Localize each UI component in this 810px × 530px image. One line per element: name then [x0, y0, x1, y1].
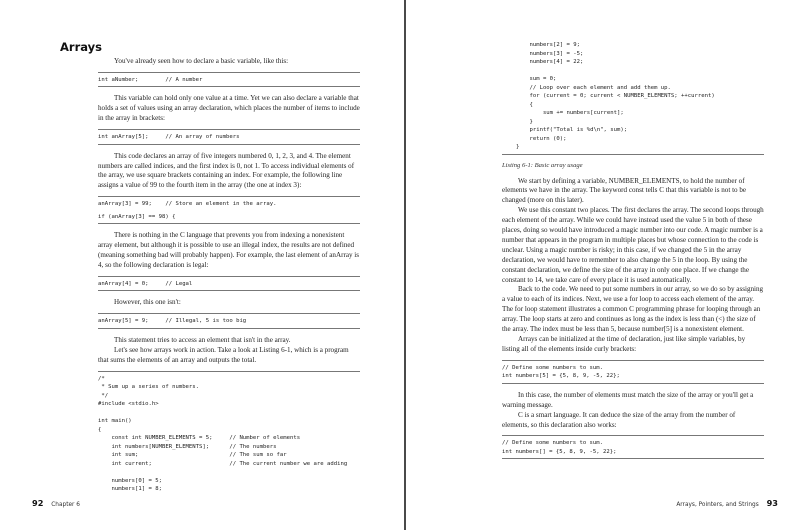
- however-paragraph: However, this one isn't:: [114, 298, 181, 307]
- constant-paragraph: We start by defining a variable, NUMBER_ELEMENTS, to hold the number of elements we have in the array. The keyword const tells C that this variable is not to be changed (more on this later).: [502, 176, 747, 205]
- part-title: Arrays, Pointers, and Strings: [676, 502, 759, 508]
- page-number-93: 93: [766, 498, 778, 508]
- code-initialize-array: // Define some numbers to sum. int numbers[5] = {5, 8, 9, -5, 22};: [502, 360, 764, 384]
- intro-paragraph: You've already seen how to declare a basic variable, like this:: [114, 57, 289, 65]
- left-footer: [32, 498, 80, 508]
- statement-paragraph: This statement tries to access an element that isn't in the array.: [114, 335, 291, 344]
- left-page-body: [98, 57, 360, 503]
- listing-caption: Listing 6-1: Basic array usage: [502, 161, 583, 169]
- section-heading: Arrays: [60, 40, 102, 54]
- illegal-index-paragraph: There is nothing in the C language that prevents you from indexing a nonexistent array element, but although it is possible to use an illegal index, the results are not defined (meaning something bad will probably happen). For example, the last element of anArray is 4, so the following declaration is legal:: [98, 231, 360, 269]
- right-page: [406, 0, 810, 530]
- right-footer: [676, 498, 778, 508]
- page-number-92: 92: [32, 498, 44, 508]
- magic-number-paragraph: We use this constant two places. The first declares the array. The second loops through each element of the array. While we could have instead used the value 5 in both of these places, doing so would have introduced a magic number into our code. A magic number is a number that appears in the program in multiple places but whose connection to the code is unclear. Using a magic number is risky; in this case, if we changed the 5 in the array declaration, we would have to remember to also change the 5 in the loop. By using the constant declaration, we define the size of the array in only one place. If we change the constant to 14, we take care of every place it is used automatically.: [502, 206, 764, 284]
- listing-6-1-code: /* * Sum up a series of numbers. */ #include <stdio.h> int main() { const int NUMBER_ELEMENTS = 5; // Number of elements int numbers[NUMBER_ELEMENTS]; // The numbers int sum; // The sum so far int current; // The current number we are adding numbers[0] = 5; numbers[1] = 8;: [98, 371, 360, 496]
- code-illegal-assignment: anArray[5] = 9; // Illegal, 5 is too big: [98, 313, 360, 329]
- code-declare-variable: int aNumber; // A number: [98, 72, 360, 88]
- code-legal-assignment: anArray[4] = 0; // Legal: [98, 276, 360, 292]
- listing-intro-paragraph: Let's see how arrays work in action. Take a look at Listing 6-1, which is a program that sums the elements of an array and outputs the total.: [98, 345, 349, 364]
- listing-6-1-code-continued: numbers[2] = 9; numbers[3] = -5; numbers[4] = 22; sum = 0; // Loop over each element and add them up. for (current = 0; current < NUMBER_ELEMENTS; ++current) { sum += numbers[current]; } printf("Total is %d\n", sum); return (0); }: [502, 38, 764, 155]
- chapter-label: Chapter 6: [51, 502, 80, 508]
- right-page-body: [502, 38, 764, 466]
- indices-paragraph: This code declares an array of five integers numbered 0, 1, 2, 3, and 4. The element numbers are called indices, and the first index is 0, not 1. To access individual elements of the array, we use square brackets containing an index. For example, the following line assigns a value of 99 to the fourth item in the array (the one at index 3):: [98, 151, 355, 190]
- code-deduce-size: // Define some numbers to sum. int numbers[] = {5, 8, 9, -5, 22};: [502, 435, 764, 459]
- array-declaration-paragraph: This variable can hold only one value at a time. Yet we can also declare a variable that holds a set of values using an array declaration, which places the number of items to include in the array in brackets:: [98, 94, 360, 123]
- code-line-compare: if (anArray[3] == 98) {: [98, 213, 176, 220]
- left-page: [0, 0, 404, 530]
- for-loop-paragraph: Back to the code. We need to put some numbers in our array, so we do so by assigning a value to each of its indices. Next, we use a for loop to access each element of the array. The for loop statement illustrates a common C programming phrase for looping through an array. The loop starts at zero and continues as long as the index is less than (<) the size of the array. The index must be less than 5, because number[5] is a nonexistent element.: [502, 285, 764, 334]
- warning-paragraph: In this case, the number of elements must match the size of the array or you'll get a warning message.: [502, 390, 754, 409]
- smart-language-paragraph: C is a smart language. It can deduce the size of the array from the number of elements, so this declaration also works:: [502, 410, 736, 429]
- code-store-element: [98, 196, 360, 224]
- code-line-store: anArray[3] = 99; // Store an element in the array.: [98, 201, 277, 208]
- code-declare-array: int anArray[5]; // An array of numbers: [98, 129, 360, 145]
- initialization-paragraph: Arrays can be initialized at the time of declaration, just like simple variables, by listing all of the elements inside curly brackets:: [502, 335, 746, 353]
